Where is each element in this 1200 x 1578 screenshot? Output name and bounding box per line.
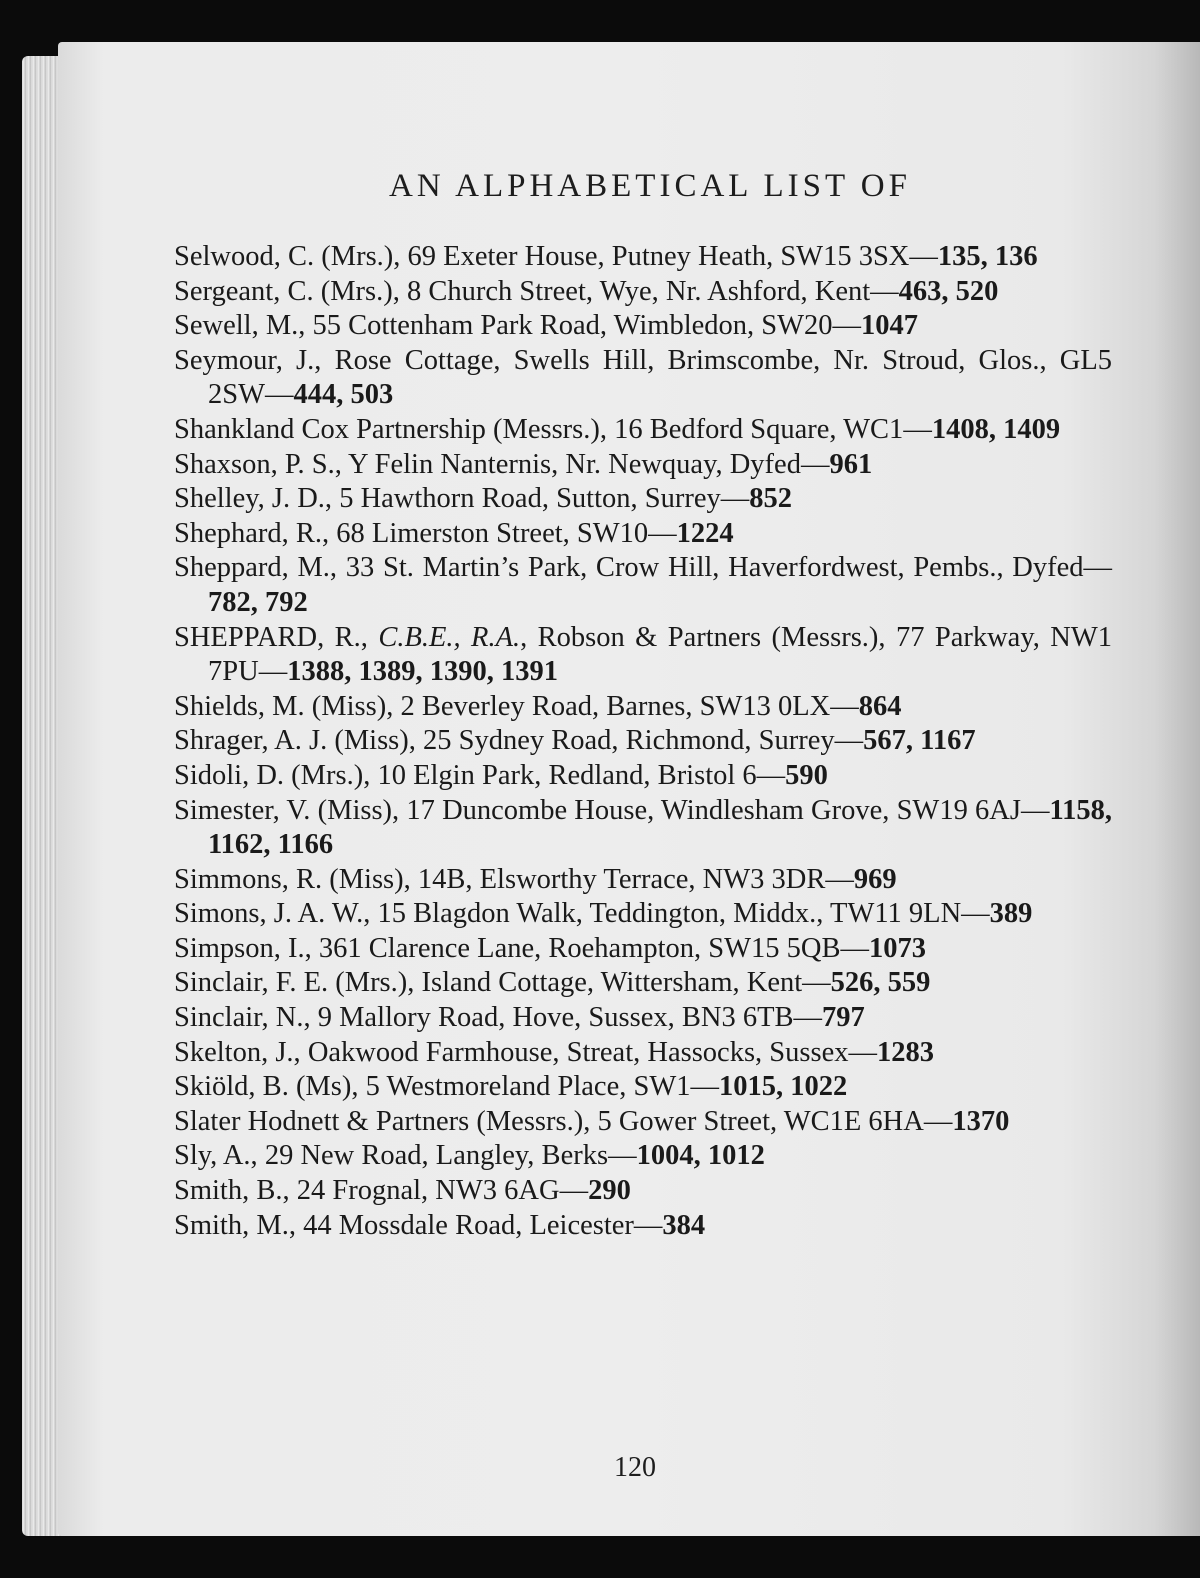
entry-address: 10 Elgin Park, Redland, Bristol 6 [377,759,757,791]
list-item [174,1209,1112,1244]
directory-list [174,240,1112,1243]
entry-refs: 526, 559 [830,967,931,999]
entry-address: , Robson & Partners (Messrs.), 77 Parkway, NW1 7PU [208,621,1112,688]
list-item [174,863,1112,898]
entry-name: Sergeant, C. (Mrs.), [174,275,407,307]
list-item [174,275,1112,310]
entry-name: Sinclair, F. E. (Mrs.), [174,967,422,999]
entry-refs: 444, 503 [293,379,394,411]
entry-dash: — [793,1002,822,1034]
entry-refs: 290 [588,1175,631,1207]
entry-dash: — [840,932,869,964]
entry-address: 15 Blagdon Walk, Teddington, Middx., TW11 9LN [377,898,962,930]
entry-name: Shankland Cox Partnership (Messrs.), [174,413,615,445]
list-item [174,724,1112,759]
entry-refs: 1015, 1022 [718,1071,848,1103]
entry-dash: — [832,310,862,342]
entry-name: Shrager, A. J. (Miss), [174,725,424,757]
entry-refs: 1224 [676,517,734,549]
list-item [174,1001,1112,1036]
entry-address: 5 Hawthorn Road, Sutton, Surrey [339,483,721,515]
entry-name: Sly, A., [174,1140,265,1172]
entry-dash: — [1083,552,1112,584]
entry-refs: 1388, 1389, 1390, 1391 [287,656,558,688]
entry-refs: 135, 136 [937,241,1038,272]
list-item [174,966,1112,1001]
entry-dash: — [870,275,899,307]
entry-address: 68 Limerston Street, SW10 [336,517,649,549]
entry-refs: 1004, 1012 [636,1140,765,1172]
entry-dash: — [258,656,288,688]
entry-dash: — [800,448,830,480]
entry-refs: 1158, 1162, 1166 [208,794,1112,861]
entry-address: 55 Cottenham Park Road, Wimbledon, SW20 [312,310,833,342]
list-item [174,344,1112,413]
entry-address: 25 Sydney Road, Richmond, Surrey [423,725,835,757]
entry-name: Selwood, C. (Mrs.), [174,241,408,272]
entry-name: Slater Hodnett & Partners (Messrs.), [174,1105,598,1137]
list-item [174,690,1112,725]
entry-dash: — [961,898,990,930]
entry-refs: 567, 1167 [863,725,976,757]
entry-refs: 1408, 1409 [931,413,1061,445]
entry-address: Island Cottage, Wittersham, Kent [421,967,803,999]
entry-dash: — [848,1036,877,1068]
entry-dash: — [802,967,831,999]
entry-refs: 590 [785,759,828,791]
entry-address: 8 Church Street, Wye, Nr. Ashford, Kent [406,275,871,307]
entry-name: Shephard, R., [174,517,337,549]
list-item [174,1070,1112,1105]
entry-refs: 961 [829,448,873,480]
list-item [174,482,1112,517]
entry-dash: — [834,725,864,757]
entry-dash: — [265,379,294,411]
list-item [174,1036,1112,1071]
entry-address: 5 Gower Street, WC1E 6HA [597,1105,924,1137]
entry-dash: — [608,1140,637,1172]
entry-dash: — [690,1071,719,1103]
entry-refs: 463, 520 [898,275,999,307]
list-item [174,932,1112,967]
list-item [174,1105,1112,1140]
entry-address: Rose Cottage, Swells Hill, Brimscombe, Nr. Stroud, Glos., GL5 2SW [208,344,1113,411]
entry-refs: 1047 [861,310,919,342]
entry-dash: — [633,1209,663,1241]
entry-dash: — [756,759,786,791]
entry-name: Skelton, J., [174,1036,308,1068]
list-item [174,897,1112,932]
entry-refs: 864 [858,690,902,722]
list-item [174,759,1112,794]
list-item [174,1174,1112,1209]
entry-name: Sinclair, N., [174,1002,318,1034]
entry-name: Shields, M. (Miss), [174,690,401,722]
entry-name: Sheppard, M., [174,552,346,584]
entry-address: Y Felin Nanternis, Nr. Newquay, Dyfed [347,448,801,480]
entry-refs: 1370 [952,1105,1010,1137]
entry-name: Smith, M., [174,1209,304,1241]
entry-refs: 1283 [876,1036,934,1068]
entry-dash: — [648,517,677,549]
entry-address: 14B, Elsworthy Terrace, NW3 3DR [417,863,826,895]
list-item [174,794,1112,863]
entry-address: 5 Westmoreland Place, SW1 [365,1071,691,1103]
list-item [174,448,1112,483]
entry-name: Simpson, I., [174,932,319,964]
entry-name: Sewell, M., [174,310,313,342]
list-item [174,309,1112,344]
entry-name: Simmons, R. (Miss), [174,863,418,895]
entry-address: 16 Bedford Square, WC1 [614,413,904,445]
entry-address: 9 Mallory Road, Hove, Sussex, BN3 6TB [317,1002,794,1034]
entry-name: Sidoli, D. (Mrs.), [174,759,378,791]
entry-refs: 852 [749,483,792,515]
entry-dash: — [720,483,750,515]
list-item [174,551,1112,620]
entry-name: Simester, V. (Miss), [174,794,407,826]
entry-name: SHEPPARD, R., [174,621,379,653]
entry-refs: 389 [989,898,1033,930]
list-item [174,1139,1112,1174]
entry-refs: 1073 [869,932,926,964]
page-number: 120 [614,1452,656,1483]
entry-honours: C.B.E., R.A. [378,621,521,653]
entry-address: Oakwood Farmhouse, Streat, Hassocks, Sussex [307,1036,849,1068]
entry-refs: 782, 792 [208,586,308,618]
page-heading: AN ALPHABETICAL LIST OF [389,168,911,204]
list-item [174,517,1112,552]
entry-address: 17 Duncombe House, Windlesham Grove, SW19 6AJ [406,794,1021,826]
entry-refs: 384 [662,1209,706,1241]
entry-refs: 797 [822,1002,865,1034]
list-item [174,240,1112,275]
entry-name: Shelley, J. D., [174,483,340,515]
entry-address: 24 Frognal, NW3 6AG [296,1175,560,1207]
entry-name: Smith, B., [174,1175,297,1207]
list-item [174,621,1112,690]
entry-dash: — [830,690,859,722]
entry-dash: — [903,413,932,445]
entry-dash: — [559,1175,589,1207]
entry-refs: 969 [853,863,897,895]
entry-name: Simons, J. A. W., [174,898,378,930]
entry-dash: — [1020,794,1050,826]
entry-address: 33 St. Martin’s Park, Crow Hill, Haverfordwest, Pembs., Dyfed [345,552,1084,584]
entry-address: 2 Beverley Road, Barnes, SW13 0LX [400,690,831,722]
entry-dash: — [923,1105,953,1137]
entry-address: 29 New Road, Langley, Berks [264,1140,609,1172]
entry-name: Seymour, J., [174,344,335,376]
entry-dash: — [909,241,938,272]
entry-address: 361 Clarence Lane, Roehampton, SW15 5QB [318,932,841,964]
entry-dash: — [825,863,854,895]
entry-address: 44 Mossdale Road, Leicester [303,1209,634,1241]
entry-name: Skiöld, B. (Ms), [174,1071,366,1103]
entry-address: 69 Exeter House, Putney Heath, SW15 3SX [407,241,910,272]
entry-name: Shaxson, P. S., [174,448,348,480]
list-item [174,413,1112,448]
